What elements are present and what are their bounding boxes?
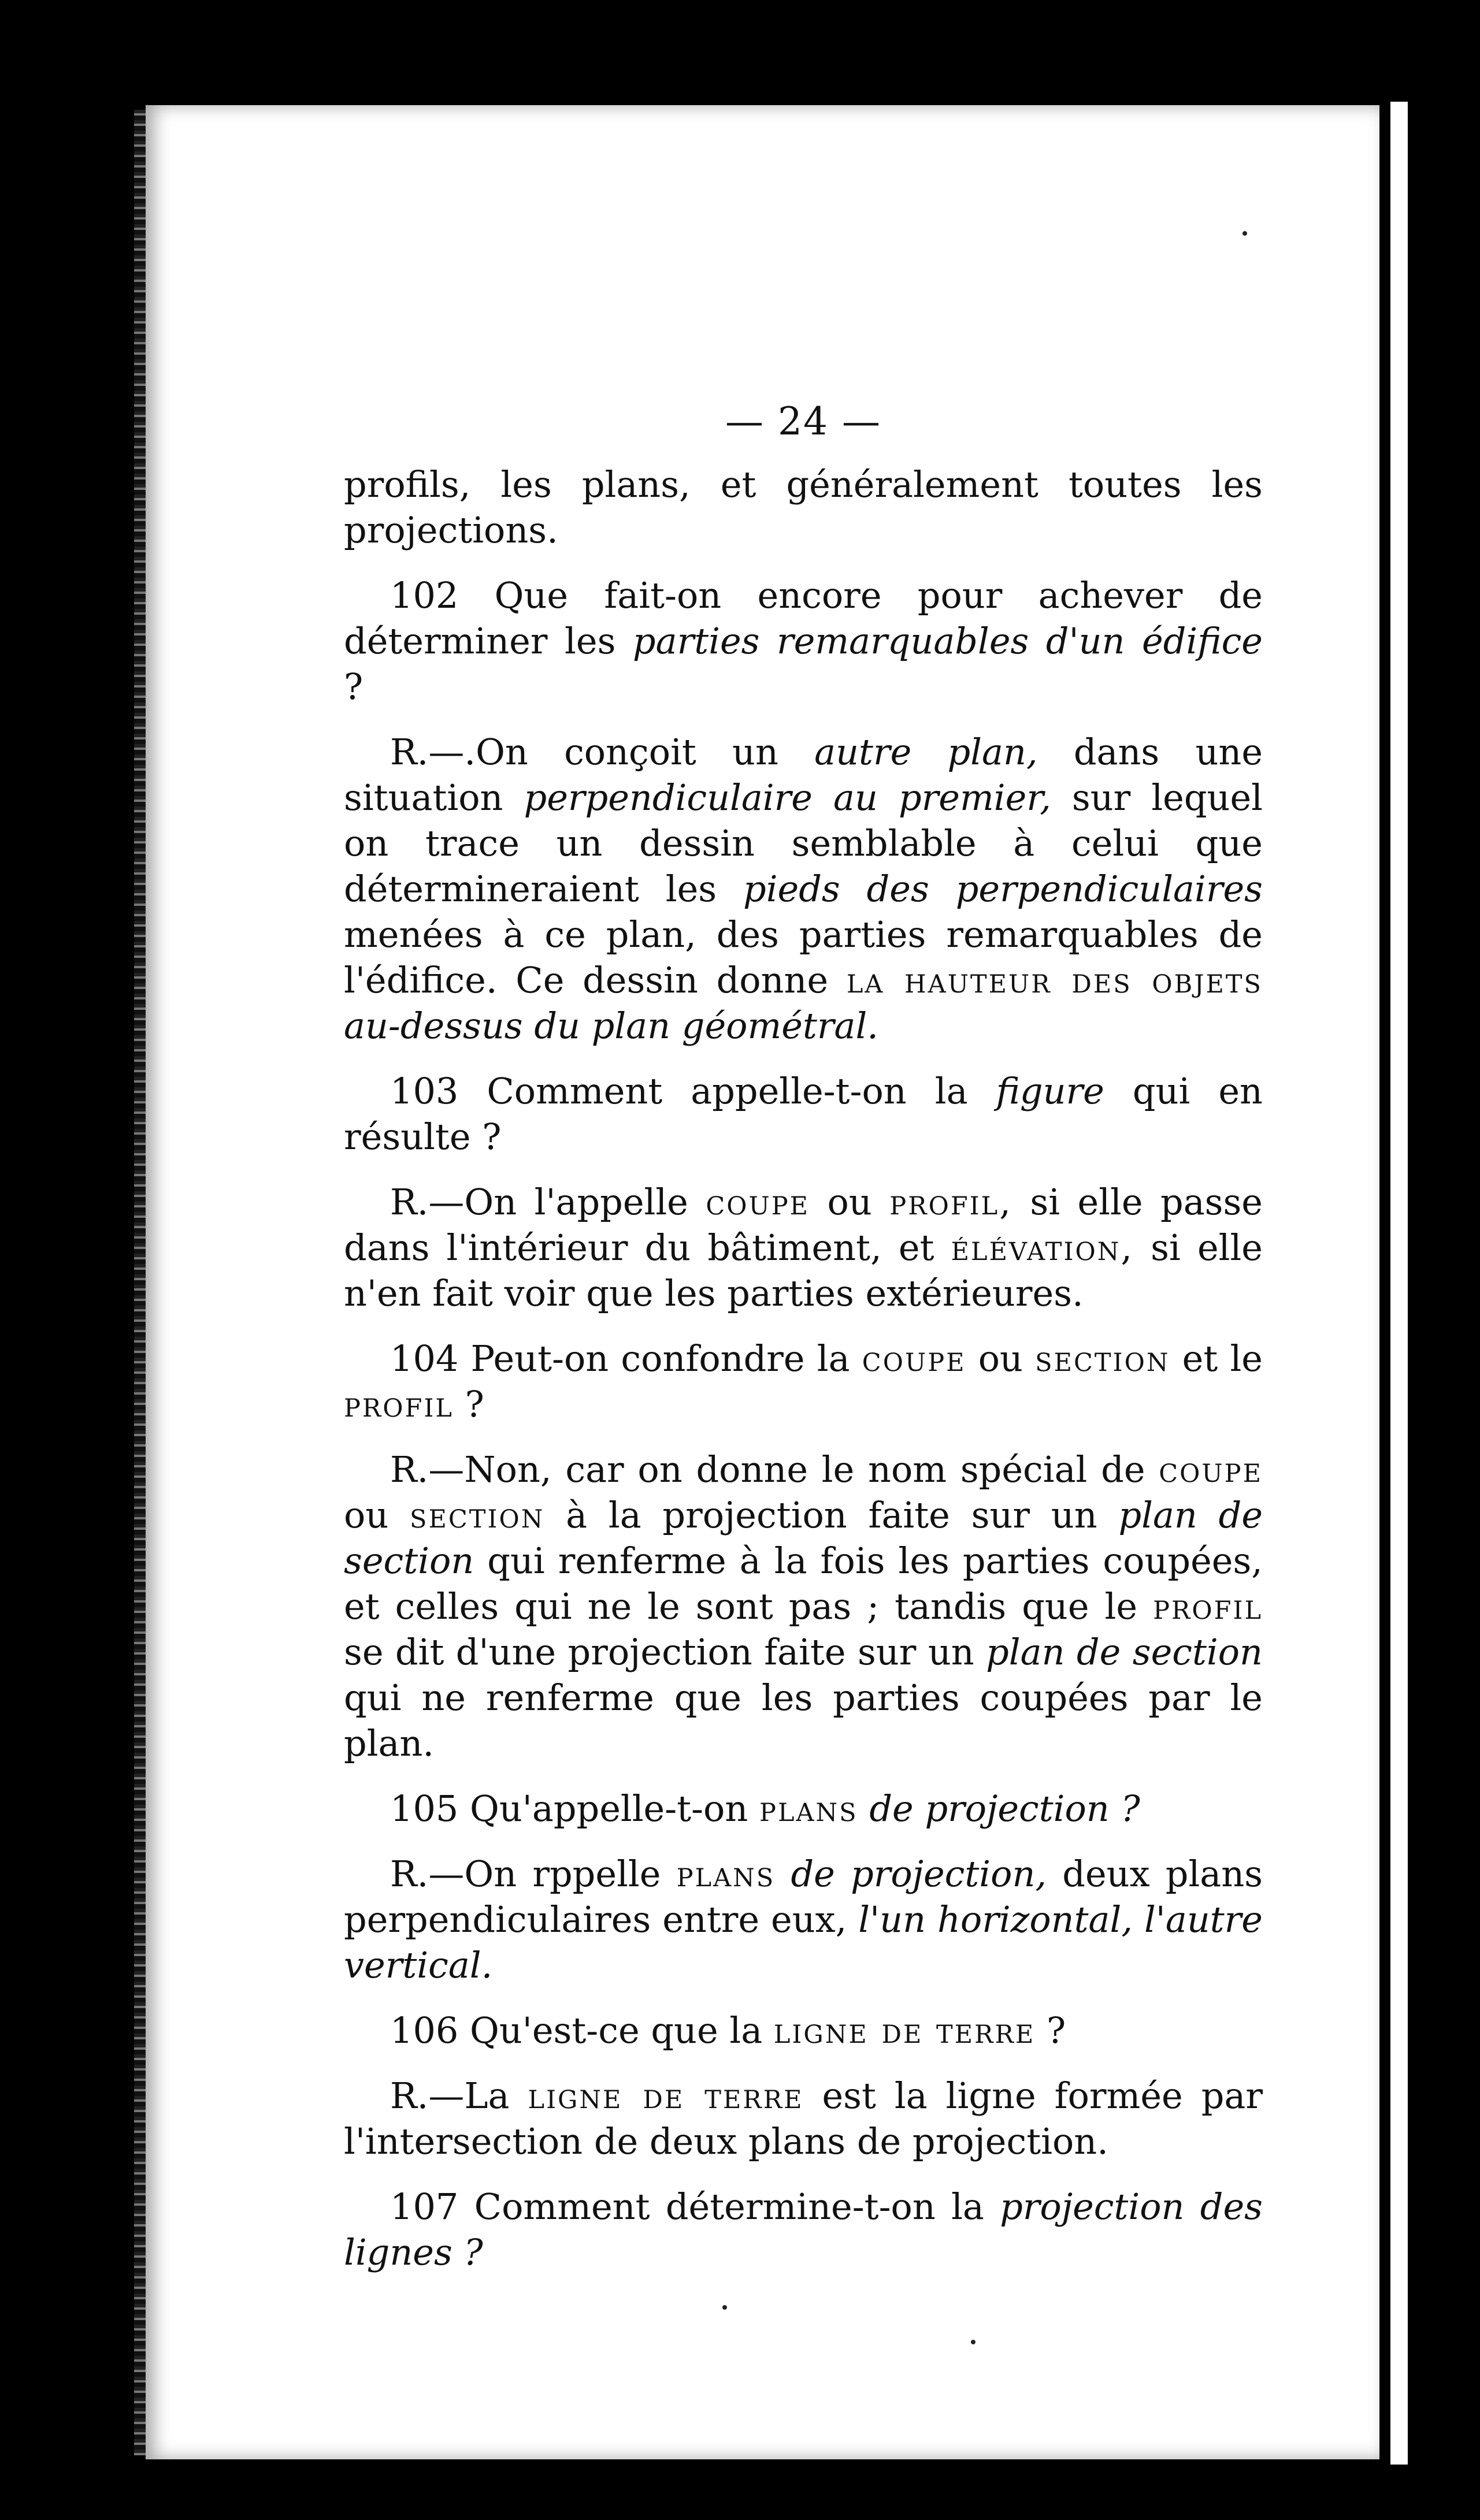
text-segment: se dit d'une projection faite sur un (344, 1631, 986, 1673)
text-segment: de projection, (791, 1853, 1047, 1895)
text-segment: et le (1170, 1337, 1263, 1380)
text-segment: 103 Comment appelle-t-on la (390, 1070, 996, 1112)
text-segment: figure (996, 1070, 1104, 1112)
question-paragraph (344, 1336, 1263, 1427)
text-segment: qui en résulte ? (344, 1070, 1263, 1158)
ink-speck (722, 2305, 727, 2310)
question-paragraph (344, 1068, 1263, 1159)
question-paragraph (344, 2184, 1263, 2275)
text-segment: est la ligne formée par l'intersection de deux plans de projection. (344, 2075, 1263, 2162)
ink-speck (1242, 231, 1247, 236)
text-segment: de projection ? (869, 1787, 1140, 1830)
text-segment: ligne de terre (528, 2075, 804, 2117)
text-segment: parties remarquables d'un édifice (632, 620, 1263, 662)
question-paragraph (344, 2008, 1263, 2053)
text-segment: ou (344, 1494, 410, 1536)
text-segment: R.—On l'appelle (390, 1181, 706, 1223)
text-segment: ligne de terre (773, 2009, 1036, 2051)
text-segment: R.—La (390, 2075, 528, 2117)
text-segment: profil (1153, 1585, 1263, 1627)
text-segment: perpendiculaire au premier, (524, 776, 1051, 819)
text-segment: à la projection faite sur un (544, 1494, 1119, 1536)
answer-paragraph (344, 1447, 1263, 1766)
ink-speck (971, 2340, 975, 2344)
text-segment: R.—On rppelle (390, 1853, 677, 1895)
text-segment: élévation, (951, 1226, 1134, 1269)
text-segment: si elle passe dans l'intérieur du bâtiment, et (344, 1181, 1263, 1269)
text-segment: profil (344, 1383, 454, 1425)
text-segment: R.—Non, car on donne le nom spécial de (390, 1448, 1159, 1491)
answer-paragraph (344, 729, 1263, 1049)
text-segment: section (410, 1494, 545, 1536)
text-segment: projection des lignes ? (344, 2186, 1263, 2273)
text-segment: R.—.On conçoit un (390, 731, 815, 773)
text-segment: coupe (862, 1337, 966, 1380)
text-segment: plan de section (986, 1631, 1263, 1673)
text-segment: 104 Peut-on confondre la (390, 1337, 862, 1380)
text-segment: la hauteur des objets (846, 959, 1263, 1001)
text-segment: si elle n'en fait voir que les parties extérieures. (344, 1226, 1263, 1314)
text-segment: plans (759, 1787, 858, 1830)
text-segment: 107 Comment détermine-t-on la (390, 2186, 1000, 2228)
text-segment: dans une situation (344, 731, 1263, 819)
text-segment: ou (966, 1337, 1036, 1380)
text-segment (858, 1787, 870, 1830)
text-segment: qui ne renferme que les parties coupées par le plan. (344, 1677, 1263, 1764)
text-segment: 102 Que fait-on encore pour achever de déterminer les (344, 574, 1263, 662)
text-segment: ? (344, 666, 363, 708)
answer-paragraph (344, 2073, 1263, 2164)
text-segment: plans (676, 1853, 776, 1895)
text-segment: 105 Qu'appelle-t-on (390, 1787, 760, 1830)
text-segment: menées à ce plan, des parties remarquables de l'édifice. Ce dessin donne (344, 913, 1263, 1001)
question-paragraph (344, 573, 1263, 709)
text-segment: plan de section (344, 1494, 1263, 1582)
text-segment: section (1035, 1337, 1170, 1380)
text-segment: coupe (1159, 1448, 1263, 1491)
text-segment: ? (1035, 2009, 1066, 2051)
text-segment: 106 Qu'est-ce que la (390, 2009, 774, 2051)
text-segment: coupe (706, 1181, 810, 1223)
text-segment: sur lequel on trace un dessin semblable à celui que détermineraient les (344, 776, 1263, 910)
text-segment: ? (453, 1383, 484, 1425)
text-segment (775, 1853, 791, 1895)
text-segment: autre plan, (814, 731, 1038, 773)
answer-paragraph (344, 1851, 1263, 1988)
text-segment: deux plans perpendiculaires entre eux, (344, 1853, 1263, 1941)
text-segment: au-dessus du plan géométral. (344, 1005, 879, 1047)
text-segment: profils, les plans, et généralement toutes les projections. (344, 463, 1263, 551)
page-right-edge (1387, 102, 1408, 2465)
text-segment: profil, (889, 1181, 1012, 1223)
page-number: — 24 — (725, 399, 881, 444)
text-segment: ou (810, 1181, 890, 1223)
paragraph-list (344, 462, 1263, 2275)
text-segment: l'un horizontal, l'autre vertical. (344, 1898, 1263, 1986)
question-paragraph (344, 1786, 1263, 1831)
page-text-block (344, 399, 1263, 2295)
text-segment: pieds des perpendiculaires (743, 868, 1263, 910)
continuation-paragraph (344, 462, 1263, 553)
text-segment: qui renferme à la fois les parties coupées, et celles qui ne le sont pas ; tandis que le (344, 1540, 1263, 1627)
answer-paragraph (344, 1179, 1263, 1316)
